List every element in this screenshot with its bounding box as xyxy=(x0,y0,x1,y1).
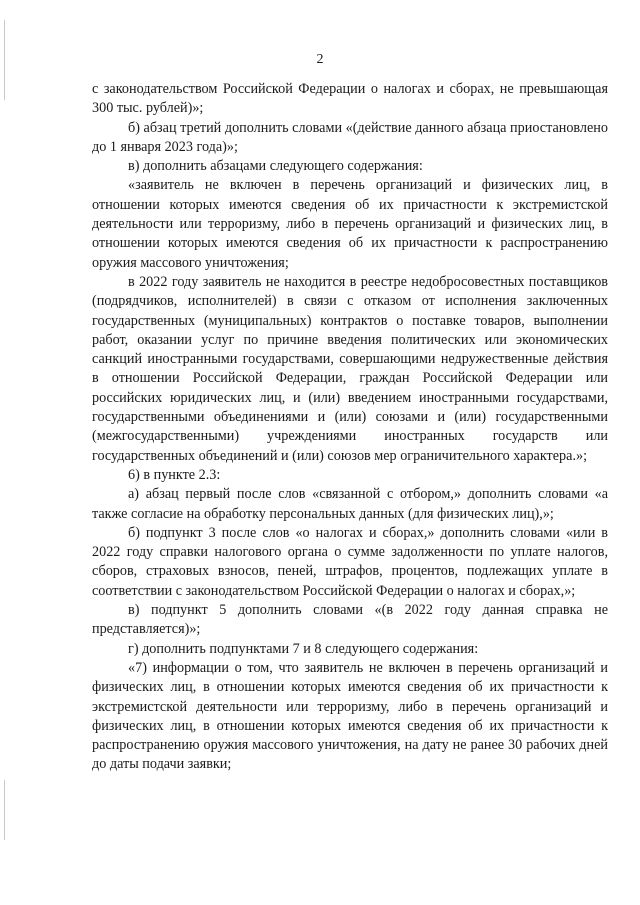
paragraph: «заявитель не включен в перечень организаций и физических лиц, в отношении которых имеются сведения об их причастности к экстремистской деятельности или терроризму, либо в перечень организаций и физических лиц, в отношении которых имеются сведения об их причастности к распространению оружия массового уничтожения; xyxy=(92,177,608,271)
paragraph: а) абзац первый после слов «связанной с отбором,» дополнить словами «а также согласие на обработку персональных данных (для физических лиц),»; xyxy=(92,486,608,522)
document-body xyxy=(92,80,608,775)
paragraph: б) абзац третий дополнить словами «(действие данного абзаца приостановлено до 1 января 2023 года)»; xyxy=(92,119,608,155)
paragraph: б) подпункт 3 после слов «о налогах и сборах,» дополнить словами «или в 2022 году справки налогового органа о сумме задолженности по уплате налогов, сборов, страховых взносов, пеней, штрафов, процентов, подлежащих уплате в соответствии с законодательством Российской Федерации о налогах и сборах,»; xyxy=(92,524,608,599)
page-number: 2 xyxy=(316,52,324,67)
paragraph: в) дополнить абзацами следующего содержания: xyxy=(128,158,423,175)
paragraph: г) дополнить подпунктами 7 и 8 следующего содержания: xyxy=(128,640,479,657)
paragraph: с законодательством Российской Федерации о налогах и сборах, не превышающая 300 тыс. рублей)»; xyxy=(92,81,608,117)
paragraph: «7) информации о том, что заявитель не включен в перечень организаций и физических лиц, в отношении которых имеются сведения об их причастности к экстремистской деятельности или терроризму, либо в перечень организаций и физических лиц, в отношении которых имеются сведения об их причастности к распространению оружия массового уничтожения, на дату не ранее 30 рабочих дней до даты подачи заявки; xyxy=(92,659,608,773)
scan-edge-mark xyxy=(4,780,5,840)
paragraph: в) подпункт 5 дополнить словами «(в 2022 году данная справка не представляется)»; xyxy=(92,602,608,638)
paragraph: в 2022 году заявитель не находится в реестре недобросовестных поставщиков (подрядчиков, исполнителей) в связи с отказом от исполнения заключенных государственных (муниципальных) контрактов о поставке товаров, выполнении работ, оказании услуг по причине введения политических или экономических санкций иностранными государствами, совершающими недружественные действия в отношении Российской Федерации, граждан Российской Федерации или российских юридических лиц, и (или) введением иностранными государствами, государственными объединениями и (или) союзами и (или) государственными (межгосударственными) учреждениями иностранных государств или государственных объединений и (или) союзов мер ограничительного характера.»; xyxy=(92,273,608,464)
paragraph: 6) в пункте 2.3: xyxy=(128,466,221,483)
